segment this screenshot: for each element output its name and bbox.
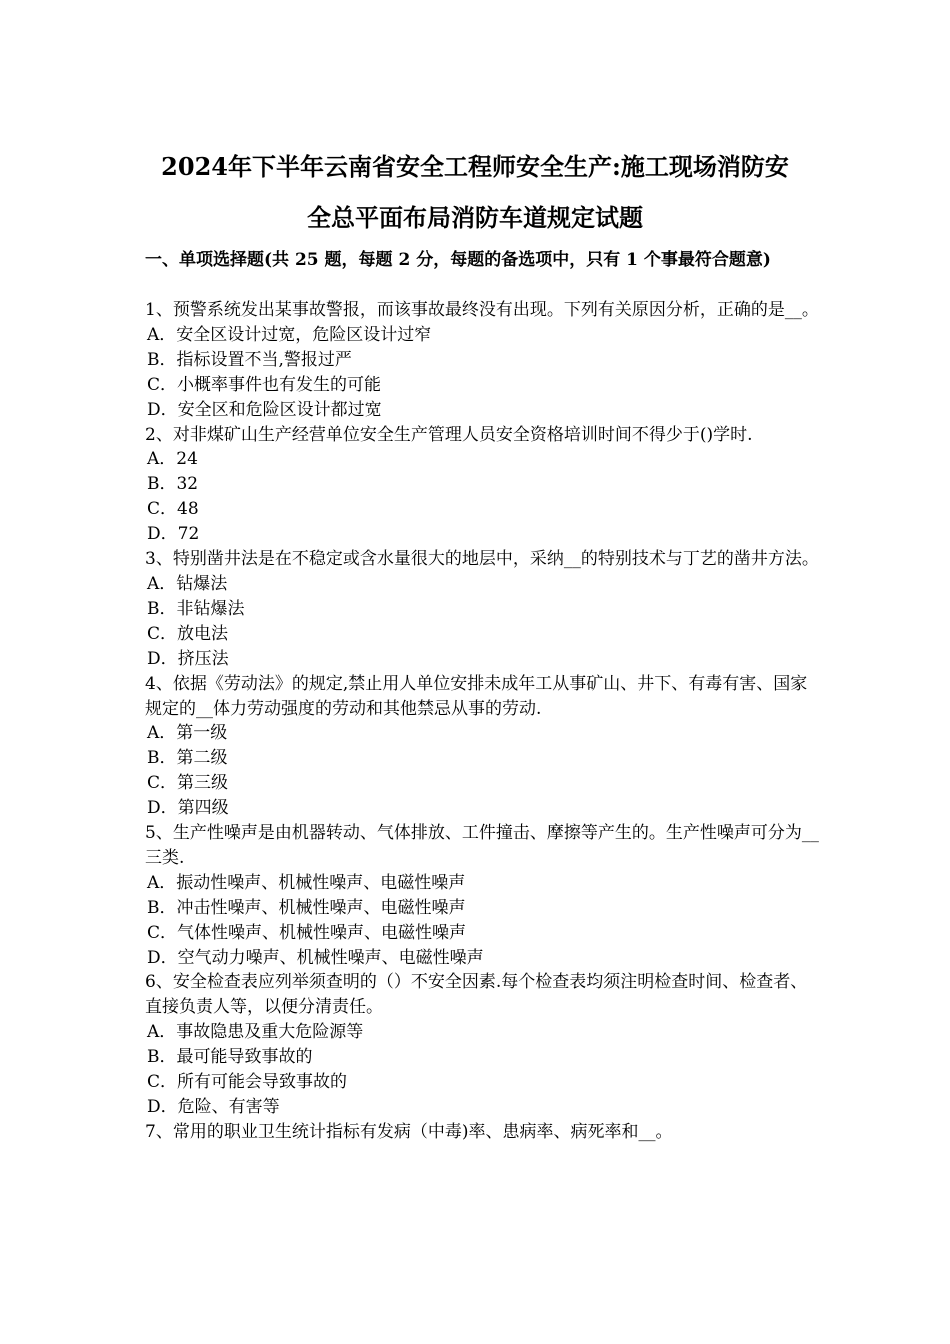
- answer-option: A．24: [147, 449, 198, 470]
- document-title-line-1: 2024年下半年云南省安全工程师安全生产:施工现场消防安: [161, 152, 789, 181]
- answer-option: D．第四级: [147, 798, 229, 819]
- question-text: 1、预警系统发出某事故警报，而该事故最终没有出现。下列有关原因分析，正确的是__。: [145, 300, 819, 320]
- answer-option: D．安全区和危险区设计都过宽: [147, 399, 382, 420]
- question-text: 3、特别凿井法是在不稳定或含水量很大的地层中，采纳__的特别技术与丁艺的凿井方法。: [145, 549, 819, 570]
- answer-option: C．48: [147, 499, 199, 520]
- answer-option: C．小概率事件也有发生的可能: [147, 374, 382, 395]
- answer-option: C．气体性噪声、机械性噪声、电磁性噪声: [147, 922, 467, 943]
- section-heading: 一、单项选择题(共 25 题，每题 2 分，每题的备选项中，只有 1 个事最符合题意): [145, 250, 771, 270]
- answer-option: A．安全区设计过宽，危险区设计过窄: [147, 324, 432, 345]
- answer-option: B．指标设置不当,警报过严: [147, 349, 352, 370]
- answer-option: A．钻爆法: [147, 573, 228, 594]
- answer-option: B．非钻爆法: [147, 598, 245, 619]
- answer-option: B．32: [147, 474, 199, 495]
- answer-option: D．空气动力噪声、机械性噪声、电磁性噪声: [147, 947, 484, 968]
- answer-option: C．第三级: [147, 773, 229, 794]
- question-text: 6、安全检查表应列举须查明的（）不安全因素.每个检查表均须注明检查时间、检查者、直接负责人等，以便分清责任。: [145, 972, 808, 1018]
- answer-option: D．危险、有害等: [147, 1097, 280, 1117]
- answer-option: A．振动性噪声、机械性噪声、电磁性噪声: [147, 872, 466, 893]
- document-title-line-2: 全总平面布局消防车道规定试题: [307, 203, 643, 232]
- answer-option: C．所有可能会导致事故的: [147, 1072, 348, 1093]
- answer-option: B．第二级: [147, 748, 228, 769]
- answer-option: A．事故隐患及重大危险源等: [147, 1022, 364, 1043]
- question-text: 4、依据《劳动法》的规定,禁止用人单位安排未成年工从事矿山、井下、有毒有害、国家规定的__体力劳动强度的劳动和其他禁忌从事的劳动.: [145, 673, 808, 719]
- question-list: [145, 298, 820, 1145]
- question-text: 5、生产性噪声是由机器转动、气体排放、工件撞击、摩擦等产生的。生产性噪声可分为__三类.: [145, 823, 819, 868]
- answer-option: D．72: [147, 524, 200, 545]
- answer-option: B．冲击性噪声、机械性噪声、电磁性噪声: [147, 897, 466, 918]
- question-text: 7、常用的职业卫生统计指标有发病（中毒)率、患病率、病死率和__。: [145, 1121, 673, 1142]
- answer-option: A．第一级: [147, 723, 228, 744]
- answer-option: B．最可能导致事故的: [147, 1047, 313, 1068]
- answer-option: C．放电法: [147, 623, 229, 644]
- answer-option: D．挤压法: [147, 648, 229, 669]
- question-text: 2、对非煤矿山生产经营单位安全生产管理人员安全资格培训时间不得少于()学时.: [145, 424, 753, 445]
